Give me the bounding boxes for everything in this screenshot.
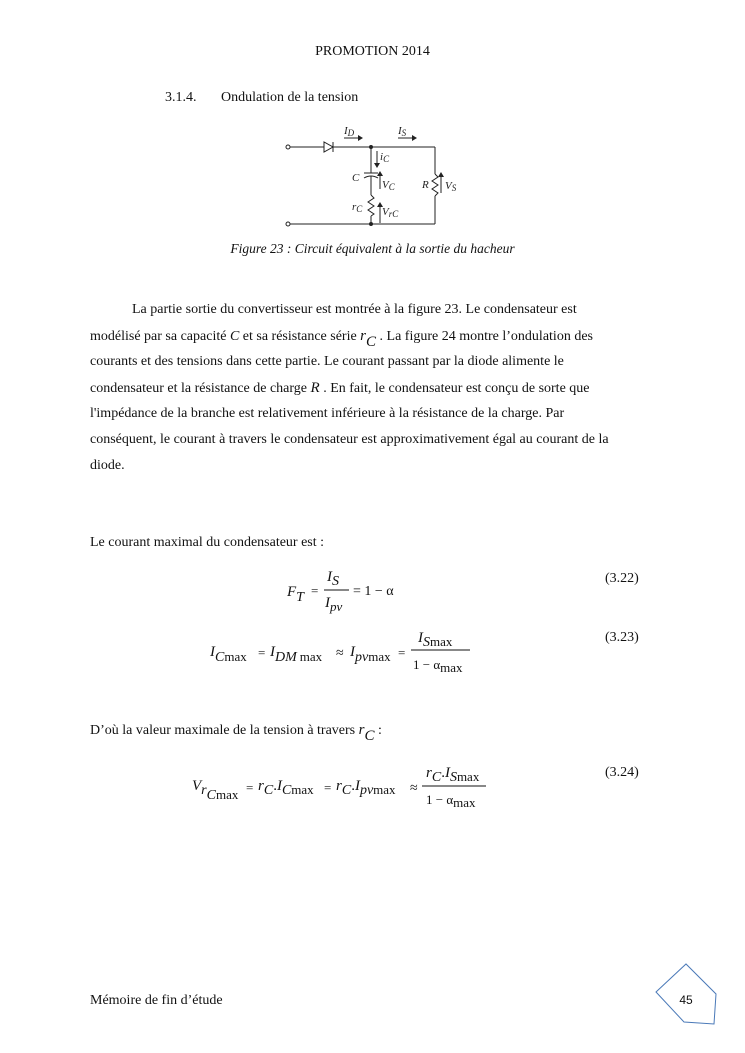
label-c: C <box>352 172 360 184</box>
symbol-rc: $r_C$ <box>360 328 377 350</box>
label-vs: VS <box>445 180 457 193</box>
label-vrc: VrC <box>382 206 399 219</box>
symbol-r: R <box>310 380 320 396</box>
label-vc: VC <box>382 179 395 192</box>
eq322-den: Ipv <box>325 595 343 614</box>
label-id: ID <box>344 125 355 138</box>
equation-number-3-22: (3.22) <box>605 571 639 586</box>
terminal-top <box>286 145 290 149</box>
eq324-rc-ic: rC.ICmax <box>258 778 314 798</box>
equation-number-3-24: (3.24) <box>605 765 639 780</box>
paragraph-1 <box>90 297 650 479</box>
paragraph-1-line-5: l'impédance de la branche est relativement inférieure à la résistance de la charge. Par <box>90 406 565 421</box>
eq324-rc-ipv: rC.Ipvmax <box>336 778 396 798</box>
page-header: PROMOTION 2014 <box>315 44 430 59</box>
equation-3-23 <box>208 628 478 683</box>
paragraph-2: Le courant maximal du condensateur est : <box>90 535 325 550</box>
equation-3-24 <box>190 764 490 819</box>
paragraph-1-line-1: La partie sortie du convertisseur est montrée à la figure 23. Le condensateur est <box>132 302 577 317</box>
section-title: Ondulation de la tension <box>221 90 359 105</box>
eq323-den: 1 − αmax <box>413 657 463 675</box>
eq323-t2: IDM max <box>270 644 323 665</box>
page-number-badge <box>654 962 718 1031</box>
svg-text:=: = <box>398 645 406 660</box>
page-number: 45 <box>679 993 693 1007</box>
paragraph-3: D’où la valeur maximale de la tension à travers $r_C$ : <box>90 722 382 744</box>
equation-number-3-23: (3.23) <box>605 630 639 645</box>
equation-3-22 <box>285 566 415 621</box>
svg-text:=: = <box>311 583 319 598</box>
section-heading <box>165 90 358 106</box>
figure-caption: Figure 23 : Circuit équivalent à la sortie du hacheur <box>230 241 515 256</box>
paragraph-1-line-3: courants et des tensions dans cette partie. Le courant passant par la diode alimente le <box>90 354 564 369</box>
svg-text:≈: ≈ <box>336 646 344 661</box>
diode-symbol <box>324 142 333 152</box>
eq322-rhs: = 1 − α <box>353 584 394 599</box>
symbol-c: C <box>229 329 240 344</box>
label-ic: iC <box>380 151 390 164</box>
svg-text:=: = <box>246 780 254 795</box>
eq324-num: rC.ISmax <box>426 765 480 785</box>
eq324-den: 1 − αmax <box>426 792 476 810</box>
label-r: R <box>422 179 429 191</box>
eq323-num: ISmax <box>418 630 453 650</box>
svg-text:=: = <box>258 645 266 660</box>
paragraph-1-line-7: diode. <box>90 458 125 473</box>
label-rc: rC <box>352 201 363 214</box>
eq322-num: IS <box>327 569 339 589</box>
svg-text:=: = <box>324 780 332 795</box>
eq322-lhs: FT <box>287 584 304 605</box>
eq323-t1: ICmax <box>210 644 247 665</box>
section-number: 3.1.4. <box>165 90 197 105</box>
paragraph-1-line-2: modélisé par sa capacité C et sa résistance série $r_C$ . La figure 24 montre l’ondulation des <box>90 328 593 350</box>
svg-text:≈: ≈ <box>410 781 418 796</box>
terminal-bottom <box>286 222 290 226</box>
eq323-t3: Ipvmax <box>350 644 391 665</box>
circuit-diagram <box>280 118 480 241</box>
paragraph-1-line-6: conséquent, le courant à travers le condensateur est approximativement égal au courant de la <box>90 432 609 447</box>
eq324-v: VrCmax <box>192 778 239 803</box>
footer-text: Mémoire de fin d’étude <box>90 993 223 1008</box>
symbol-rc-2: $r_C$ <box>358 722 375 744</box>
paragraph-1-line-4: condensateur et la résistance de charge R . En fait, le condensateur est conçu de sorte que <box>90 380 590 396</box>
label-is: IS <box>398 125 407 138</box>
